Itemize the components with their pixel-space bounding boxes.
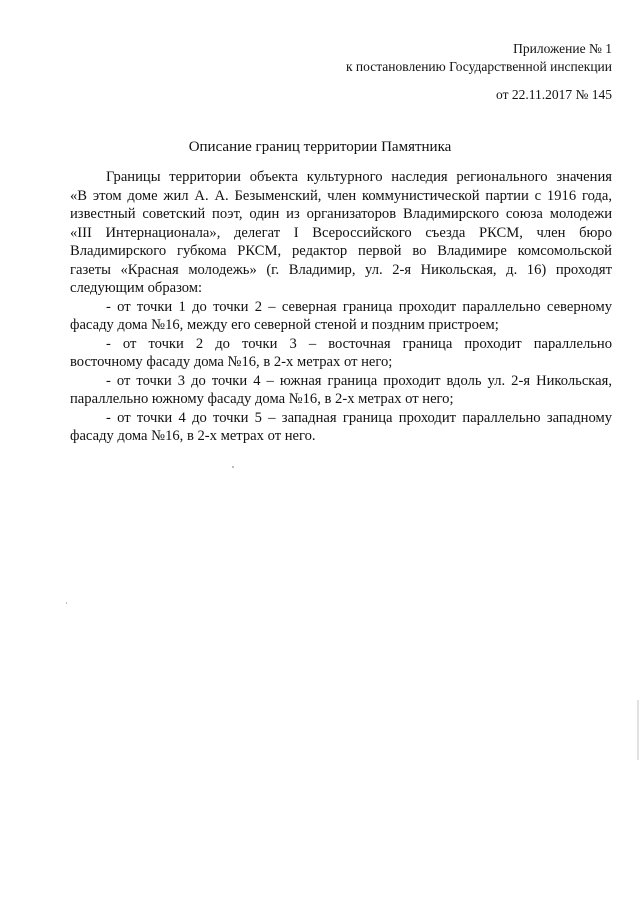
boundary-item-2: - от точки 2 до точки 3 – восточная граница проходит параллельно — [106, 335, 612, 352]
scan-speck — [66, 602, 67, 604]
body-line: следующим образом: — [70, 280, 203, 296]
body-line: известный советский поэт, один из организаторов Владимирского союза молодежи — [70, 206, 612, 222]
boundary-item-1: - от точки 1 до точки 2 – северная граница проходит параллельно северному — [106, 298, 612, 315]
boundary-item-2-continued: восточному фасаду дома №16, в 2-х метрах от него; — [70, 354, 393, 370]
boundary-item-3-continued: параллельно южному фасаду дома №16, в 2-х метрах от него; — [70, 391, 454, 407]
body-line: Владимирского губкома РКСМ, редактор первой во Владимире комсомольской — [70, 243, 612, 259]
boundary-item-1-continued: фасаду дома №16, между его северной стеной и поздним пристроем; — [70, 317, 499, 333]
boundary-item-3: - от точки 3 до точки 4 – южная граница проходит вдоль ул. 2-я Никольская, — [106, 372, 612, 389]
scan-speck — [637, 700, 639, 760]
body-line: «В этом доме жил А. А. Безыменский, член коммунистической партии с 1916 года, — [70, 187, 612, 204]
document-title: Описание границ территории Памятника — [188, 139, 452, 155]
scan-speck — [232, 466, 234, 468]
body-line: «III Интернационала», делегат I Всероссийского съезда РКСМ, член бюро — [70, 224, 612, 241]
appendix-number: Приложение № 1 — [513, 41, 612, 56]
body-line: Границы территории объекта культурного наследия регионального значения — [106, 169, 612, 185]
boundary-item-4: - от точки 4 до точки 5 – западная граница проходит параллельно западному — [106, 409, 612, 426]
decree-date-number: от 22.11.2017 № 145 — [496, 87, 612, 102]
document-body — [70, 168, 612, 446]
body-line: газеты «Красная молодежь» (г. Владимир, ул. 2-я Никольская, д. 16) проходят — [70, 261, 612, 278]
appendix-header — [346, 40, 612, 76]
appendix-decree-reference: к постановлению Государственной инспекции — [346, 59, 612, 74]
boundary-item-4-continued: фасаду дома №16, в 2-х метрах от него. — [70, 428, 316, 444]
